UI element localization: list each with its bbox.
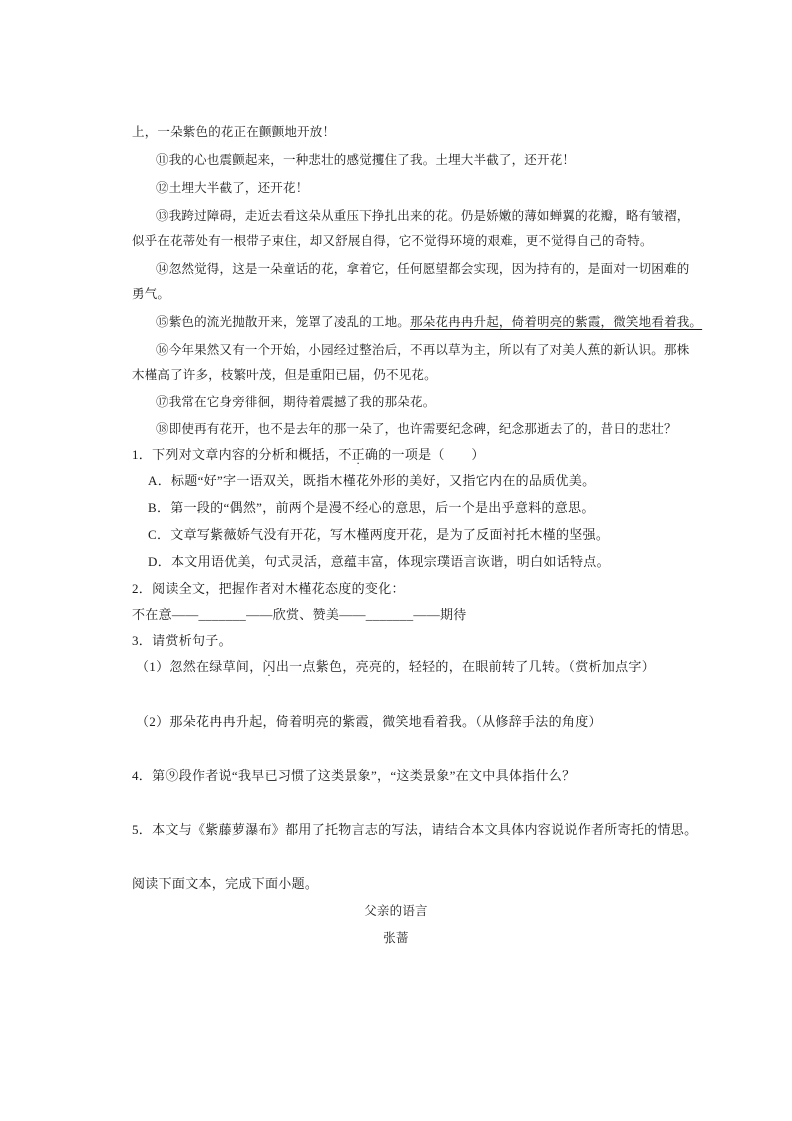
passage-paragraph: ⑱即使再有花开，也不是去年的那一朵了，也许需要纪念碑，纪念那逝去了的，昔日的悲壮？ — [156, 421, 677, 436]
question-3-2: （2）那朵花冉冉升起，倚着明亮的紫霞，微笑地看着我。（从修辞手法的角度） — [136, 714, 602, 729]
passage-paragraph: 似乎在花蒂处有一根带子束住，却又舒展自得，它不觉得环境的艰难，更不觉得自己的奇特。 — [132, 233, 653, 248]
passage-paragraph: ⑯今年果然又有一个开始，小园经过整治后，不再以草为主，所以有了对美人蕉的新认识。那株 — [156, 342, 690, 357]
underlined-sentence: 那朵花冉冉升起，倚着明亮的紫霞，微笑地看着我。 — [410, 314, 703, 329]
option-d: D．本文用语优美，句式灵活，意蕴丰富，体现宗璞语言诙谐，明白如话特点。 — [148, 554, 610, 569]
next-passage-intro: 阅读下面文本，完成下面小题。 — [132, 876, 319, 891]
passage-paragraph: ⑫土埋大半截了，还开花！ — [156, 180, 309, 195]
question-3-1: （1）忽然在绿草间，闪出一点紫色，亮亮的，轻轻的，在眼前转了几转。（赏析加点字） — [136, 659, 656, 674]
passage-paragraph: 上，一朵紫色的花正在颤颤地开放！ — [132, 124, 336, 139]
option-b: B．第一段的“偶然”，前两个是漫不经心的意思，后一个是出乎意料的意思。 — [148, 500, 595, 515]
question-4: 4．第⑨段作者说“我早已习惯了这类景象”，“这类景象”在文中具体指什么？ — [132, 768, 576, 783]
passage-paragraph: ⑰我常在它身旁徘徊，期待着震撼了我的那朵花。 — [156, 394, 436, 409]
option-c: C．文章写紫薇娇气没有开花，写木槿两度开花，是为了反面衬托木槿的坚强。 — [148, 527, 610, 542]
question-3: 3．请赏析句子。 — [132, 633, 232, 648]
question-2-chain: 不在意——_______——欣赏、赞美——_______——期待 — [132, 607, 467, 622]
emphasis-dotted-text: 不正确 — [338, 447, 379, 462]
passage-paragraph: ⑬我跨过障碍，走近去看这朵从重压下挣扎出来的花。仍是娇嫩的薄如蝉翼的花瓣，略有皱褶， — [156, 208, 690, 223]
passage-paragraph: 勇气。 — [132, 286, 171, 301]
passage-title: 父亲的语言 — [364, 903, 428, 918]
passage-paragraph — [156, 314, 703, 330]
question-1: 1．下列对文章内容的分析和概括，不正确的一项是（ ） — [132, 447, 485, 462]
emphasis-dotted-text: 闪 — [262, 659, 276, 674]
question-5: 5．本文与《紫藤萝瀑布》都用了托物言志的写法，请结合本文具体内容说说作者所寄托的情思。 — [132, 822, 698, 837]
passage-paragraph: 木槿高了许多，枝繁叶茂，但是重阳已届，仍不见花。 — [132, 367, 437, 382]
passage-paragraph: ⑭忽然觉得，这是一朵童话的花，拿着它，任何愿望都会实现，因为持有的，是面对一切困难的 — [156, 261, 690, 276]
passage-text: ⑮紫色的流光抛散开来，笼罩了凌乱的工地。 — [156, 314, 411, 329]
question-2: 2．阅读全文，把握作者对木槿花态度的变化： — [132, 581, 405, 596]
passage-paragraph: ⑪我的心也震颤起来，一种悲壮的感觉攫住了我。土埋大半截了，还开花！ — [156, 152, 576, 167]
option-a: A．标题“好”字一语双关，既指木槿花外形的美好，又指它内在的品质优美。 — [148, 473, 596, 488]
passage-author: 张蔷 — [383, 930, 409, 945]
